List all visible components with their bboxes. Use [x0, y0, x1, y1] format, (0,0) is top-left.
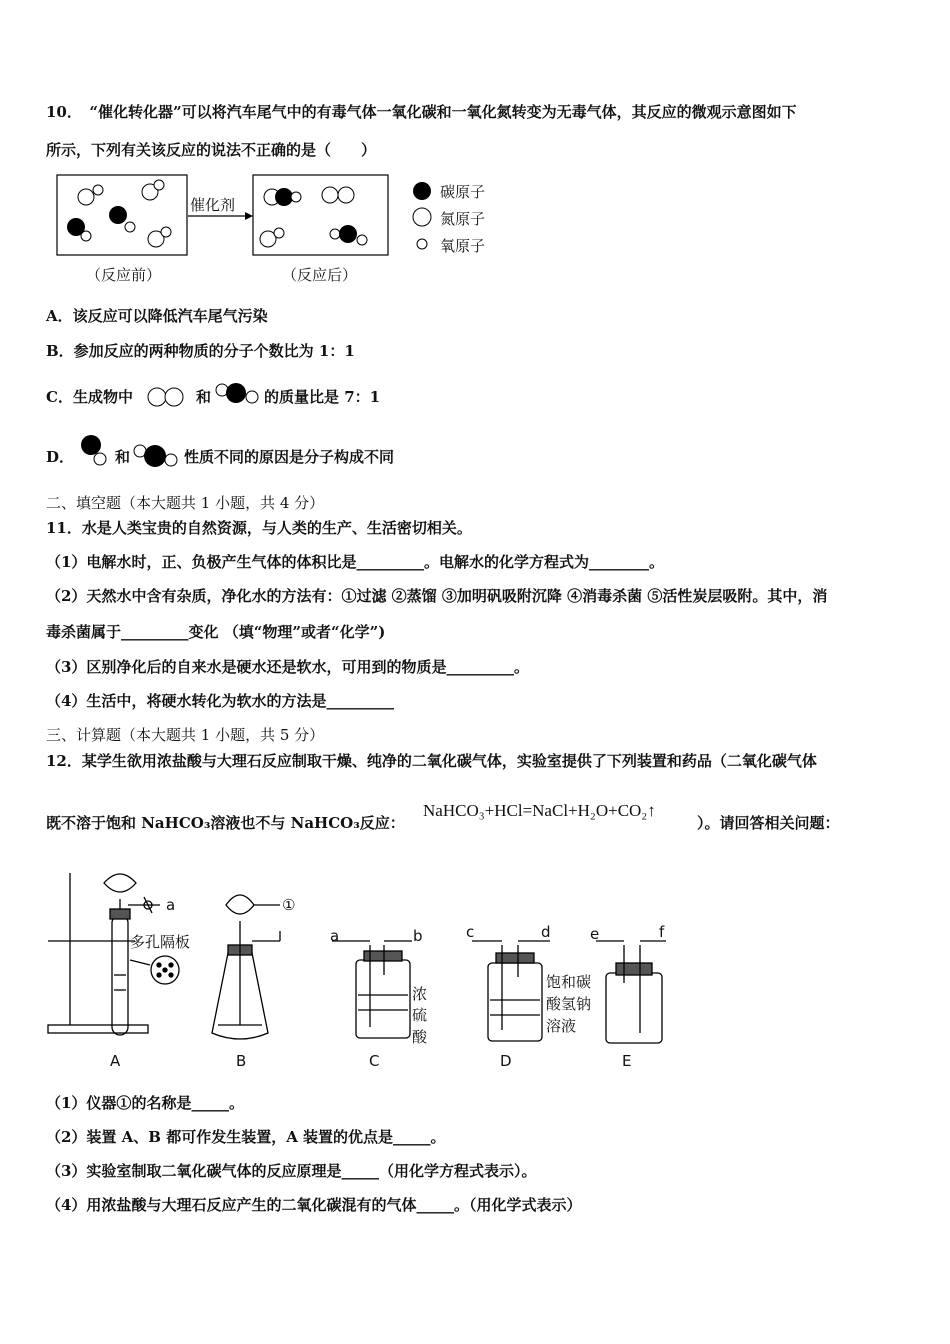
q12-sub4: （4）用浓盐酸与大理石反应产生的二氧化碳混有的气体_____。（用化学式表示） — [46, 1196, 582, 1214]
section3-title: 三、计算题（本大题共 1 小题，共 5 分） — [46, 726, 325, 744]
q10-option-c-pre: C．生成物中 — [46, 388, 133, 406]
porous-plate-label: 多孔隔板 — [130, 933, 191, 951]
q11-part3: （3）区别净化后的自来水是硬水还是软水，可用到的物质是_________。 — [46, 658, 529, 676]
apparatus-a-label: A — [110, 1052, 121, 1070]
reaction-formula: NaHCO₃+HCl=NaCl+H₂O+CO₂↑ — [423, 801, 656, 820]
label-a-outlet: a — [166, 896, 176, 914]
q12-sub3: （3）实验室制取二氧化碳气体的反应原理是_____（用化学方程式表示）。 — [46, 1162, 537, 1180]
q10-option-d-and: 和 — [115, 448, 131, 466]
legend-nitrogen: 氮原子 — [440, 210, 486, 228]
conc-acid-1: 浓 — [412, 985, 428, 1003]
satur-1: 饱和碳 — [546, 973, 592, 991]
q12-stem-line1: 12．某学生欲用浓盐酸与大理石反应制取干燥、纯净的二氧化碳气体，实验室提供了下列装置和药品（二氧化碳气体 — [46, 752, 817, 770]
co-molecule-icon — [80, 434, 110, 468]
q10-line2: 所示，下列有关该反应的说法不正确的是（ ） — [46, 141, 377, 159]
apparatus-c-label: C — [369, 1052, 380, 1070]
q11-part1: （1）电解水时，正、负极产生气体的体积比是_________。电解水的化学方程式为________。 — [46, 553, 664, 571]
label-c: c — [466, 923, 475, 941]
q11-part4: （4）生活中，将硬水转化为软水的方法是_________ — [46, 692, 394, 710]
satur-3: 溶液 — [546, 1017, 577, 1035]
satur-2: 酸氢钠 — [546, 995, 592, 1013]
co2-molecule-icon — [214, 382, 264, 406]
legend-carbon: 碳原子 — [440, 183, 486, 201]
q10-option-b: B．参加反应的两种物质的分子个数比为 1：1 — [46, 342, 355, 360]
catalyst-label: 催化剂 — [190, 196, 236, 214]
label-d: d — [541, 923, 551, 941]
after-label: （反应后） — [282, 266, 358, 284]
q10-option-c-post: 的质量比是 7：1 — [264, 388, 381, 406]
apparatus-diagram — [40, 865, 680, 1065]
co2-molecule-icon-d — [132, 443, 182, 469]
label-e: e — [590, 925, 600, 943]
legend-oxygen: 氧原子 — [440, 237, 486, 255]
q10-option-d-post: 性质不同的原因是分子构成不同 — [184, 448, 395, 466]
q12-sub1: （1）仪器①的名称是_____。 — [46, 1094, 244, 1112]
q12-stem-line2-pre: 既不溶于饱和 NaHCO₃溶液也不与 NaHCO₃反应： — [46, 814, 405, 832]
q11-part2a: （2）天然水中含有杂质，净化水的方法有：①过滤 ②蒸馏 ③加明矾吸附沉降 ④消毒杀菌 ⑤活性炭层吸附。其中，消 — [46, 587, 828, 605]
apparatus-d-label: D — [500, 1052, 512, 1070]
section2-title: 二、填空题（本大题共 1 小题，共 4 分） — [46, 494, 325, 512]
q10-option-c-and: 和 — [196, 388, 212, 406]
label-a-c: a — [330, 927, 340, 945]
q10-option-a: A．该反应可以降低汽车尾气污染 — [46, 307, 268, 325]
q11-part2b: 毒杀菌属于_________变化 （填“物理”或者“化学”) — [46, 623, 386, 641]
q12-sub2: （2）装置 A、B 都可作发生装置，A 装置的优点是_____。 — [46, 1128, 446, 1146]
before-label: （反应前） — [86, 266, 162, 284]
apparatus-e-label: E — [622, 1052, 632, 1070]
circle-one-label: ① — [282, 896, 296, 914]
label-f: f — [659, 923, 665, 941]
q10-option-d-pre: D． — [46, 448, 75, 466]
q10-line1: 10． “催化转化器”可以将汽车尾气中的有毒气体一氧化碳和一氧化氮转变为无毒气体，其反应的微观示意图如下 — [46, 103, 797, 121]
n2-molecule-icon — [146, 386, 191, 410]
label-b: b — [413, 927, 423, 945]
conc-acid-2: 硫 — [412, 1006, 428, 1024]
apparatus-b-label: B — [236, 1052, 247, 1070]
q12-stem-line2-post: ）。请回答相关问题： — [697, 814, 840, 832]
q11-stem: 11．水是人类宝贵的自然资源，与人类的生产、生活密切相关。 — [46, 519, 472, 537]
conc-acid-3: 酸 — [412, 1028, 428, 1046]
